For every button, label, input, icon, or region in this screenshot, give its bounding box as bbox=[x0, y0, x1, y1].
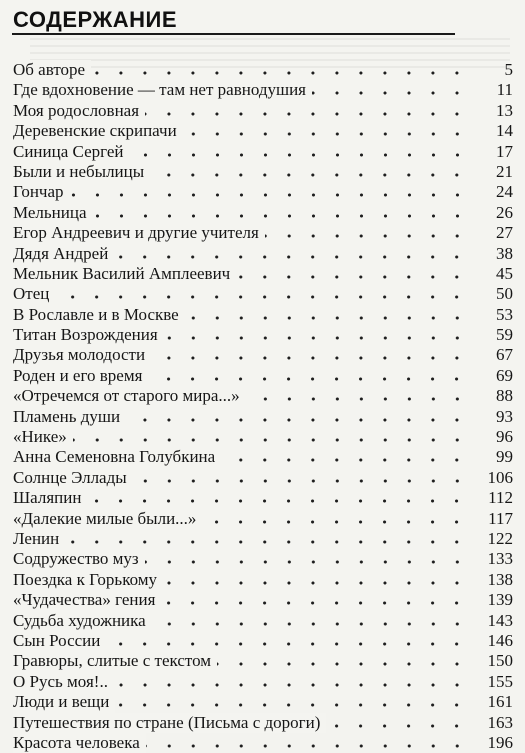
dot-leader bbox=[130, 153, 469, 157]
toc-entry bbox=[13, 692, 513, 712]
toc-entry-title: Синица Сергей bbox=[13, 142, 130, 162]
toc-entry-page-number: 117 bbox=[488, 508, 513, 528]
toc-entry bbox=[13, 590, 513, 610]
dot-leader bbox=[146, 744, 469, 748]
toc-entry-page-number: 21 bbox=[496, 161, 513, 181]
dot-leader bbox=[73, 438, 469, 442]
dot-leader bbox=[145, 560, 469, 564]
toc-entry-title: Мельник Василий Амплеевич bbox=[13, 264, 236, 284]
toc-entry bbox=[13, 162, 513, 182]
toc-entry bbox=[13, 305, 513, 325]
toc-entry-page-number: 88 bbox=[496, 386, 513, 406]
toc-entry-title: Об авторе bbox=[13, 60, 91, 80]
toc-entry bbox=[13, 611, 513, 631]
dot-leader bbox=[145, 112, 469, 116]
dot-leader bbox=[265, 234, 469, 238]
toc-entry-title: «Далекие милые были...» bbox=[13, 509, 202, 529]
toc-entry-page-number: 122 bbox=[487, 528, 513, 548]
toc-entry-page-number: 11 bbox=[496, 80, 513, 100]
toc-entry-page-number: 133 bbox=[487, 549, 513, 569]
toc-entry bbox=[13, 182, 513, 202]
toc-entry-title: Сын России bbox=[13, 631, 106, 651]
toc-entry-page-number: 69 bbox=[496, 365, 513, 385]
toc-entry-page-number: 27 bbox=[496, 223, 513, 243]
toc-entry-title: Егор Андреевич и другие учителя bbox=[13, 223, 265, 243]
toc-entry-page-number: 53 bbox=[496, 304, 513, 324]
toc-entry-page-number: 143 bbox=[487, 610, 513, 630]
toc-entry bbox=[13, 284, 513, 304]
toc-entry-title: Отец bbox=[13, 284, 55, 304]
dot-leader bbox=[161, 601, 469, 605]
dot-leader bbox=[91, 71, 469, 75]
toc-entry bbox=[13, 672, 513, 692]
toc-entry-page-number: 26 bbox=[496, 202, 513, 222]
dot-leader bbox=[148, 377, 469, 381]
dot-leader bbox=[55, 295, 469, 299]
toc-entry-page-number: 13 bbox=[496, 100, 513, 120]
toc-entry-title: Где вдохновение — там нет равнодушия bbox=[13, 80, 312, 100]
toc-entry bbox=[13, 713, 513, 733]
toc-entry bbox=[13, 733, 513, 753]
table-of-contents bbox=[13, 60, 513, 753]
toc-entry-title: Путешествия по стране (Письма с дороги) bbox=[13, 713, 326, 733]
toc-entry-title: «Чудачества» гения bbox=[13, 590, 161, 610]
toc-entry bbox=[13, 345, 513, 365]
dot-leader bbox=[114, 255, 469, 259]
page-title: СОДЕРЖАНИЕ bbox=[13, 7, 178, 32]
dot-leader bbox=[183, 132, 469, 136]
toc-entry-title: О Русь моя!.. bbox=[13, 672, 114, 692]
toc-entry bbox=[13, 407, 513, 427]
toc-entry-page-number: 45 bbox=[496, 263, 513, 283]
toc-entry bbox=[13, 121, 513, 141]
toc-entry bbox=[13, 80, 513, 100]
dot-leader bbox=[87, 499, 469, 503]
toc-entry bbox=[13, 427, 513, 447]
toc-entry-page-number: 38 bbox=[496, 243, 513, 263]
toc-entry bbox=[13, 549, 513, 569]
toc-entry bbox=[13, 264, 513, 284]
toc-entry-page-number: 163 bbox=[487, 712, 513, 732]
dot-leader bbox=[185, 316, 469, 320]
toc-entry bbox=[13, 529, 513, 549]
toc-entry-page-number: 139 bbox=[487, 590, 513, 610]
toc-entry bbox=[13, 244, 513, 264]
toc-entry bbox=[13, 651, 513, 671]
toc-entry-title: В Рославле и в Москве bbox=[13, 305, 185, 325]
dot-leader bbox=[150, 173, 469, 177]
toc-entry-page-number: 112 bbox=[488, 488, 513, 508]
toc-entry-title: Дядя Андрей bbox=[13, 244, 114, 264]
toc-entry-page-number: 155 bbox=[487, 671, 513, 691]
toc-entry-page-number: 106 bbox=[487, 467, 513, 487]
dot-leader bbox=[163, 581, 469, 585]
title-rule bbox=[12, 33, 455, 35]
toc-entry-page-number: 14 bbox=[496, 121, 513, 141]
dot-leader bbox=[221, 458, 469, 462]
toc-entry-page-number: 196 bbox=[487, 732, 513, 752]
toc-entry-title: Ленин bbox=[13, 529, 65, 549]
toc-entry-page-number: 59 bbox=[496, 325, 513, 345]
dot-leader bbox=[312, 91, 469, 95]
toc-entry-title: Моя родословная bbox=[13, 101, 145, 121]
toc-entry-title: Люди и вещи bbox=[13, 692, 115, 712]
toc-entry-title: Роден и его время bbox=[13, 366, 148, 386]
toc-entry bbox=[13, 386, 513, 406]
dot-leader bbox=[151, 356, 469, 360]
toc-entry-title: Солнце Эллады bbox=[13, 468, 133, 488]
toc-entry bbox=[13, 101, 513, 121]
dot-leader bbox=[133, 479, 469, 483]
toc-entry bbox=[13, 325, 513, 345]
toc-entry-title: Деревенские скрипачи bbox=[13, 121, 183, 141]
dot-leader bbox=[65, 540, 469, 544]
toc-entry-title: Пламень души bbox=[13, 407, 126, 427]
dot-leader bbox=[93, 214, 469, 218]
dot-leader bbox=[152, 622, 469, 626]
toc-entry bbox=[13, 447, 513, 467]
dot-leader bbox=[126, 418, 469, 422]
dot-leader bbox=[70, 193, 469, 197]
toc-entry-title: Мельница bbox=[13, 203, 93, 223]
toc-entry-page-number: 93 bbox=[496, 406, 513, 426]
dot-leader bbox=[164, 336, 469, 340]
toc-entry bbox=[13, 203, 513, 223]
toc-entry-page-number: 5 bbox=[504, 60, 513, 79]
toc-entry-page-number: 96 bbox=[496, 427, 513, 447]
toc-entry-page-number: 161 bbox=[487, 692, 513, 712]
toc-entry-page-number: 17 bbox=[496, 141, 513, 161]
dot-leader bbox=[326, 724, 469, 728]
dot-leader bbox=[217, 662, 469, 666]
toc-entry-title: Шаляпин bbox=[13, 488, 87, 508]
toc-entry-page-number: 99 bbox=[496, 447, 513, 467]
toc-entry-page-number: 67 bbox=[496, 345, 513, 365]
toc-entry bbox=[13, 509, 513, 529]
toc-entry bbox=[13, 468, 513, 488]
toc-entry-title: Красота человека bbox=[13, 733, 146, 753]
toc-entry bbox=[13, 488, 513, 508]
toc-entry-title: Гончар bbox=[13, 182, 70, 202]
toc-entry bbox=[13, 223, 513, 243]
dot-leader bbox=[106, 642, 469, 646]
toc-entry-title: Друзья молодости bbox=[13, 345, 151, 365]
toc-entry-title: Гравюры, слитые с текстом bbox=[13, 651, 217, 671]
toc-entry-title: Титан Возрождения bbox=[13, 325, 164, 345]
toc-entry-title: Анна Семеновна Голубкина bbox=[13, 447, 221, 467]
toc-entry-title: «Нике» bbox=[13, 427, 73, 447]
toc-entry-page-number: 150 bbox=[487, 651, 513, 671]
toc-entry-page-number: 146 bbox=[487, 630, 513, 650]
toc-entry bbox=[13, 60, 513, 80]
toc-entry bbox=[13, 142, 513, 162]
toc-entry-page-number: 50 bbox=[496, 284, 513, 304]
toc-entry-title: Судьба художника bbox=[13, 611, 152, 631]
dot-leader bbox=[246, 397, 469, 401]
toc-entry-title: «Отречемся от старого мира...» bbox=[13, 386, 246, 406]
toc-entry bbox=[13, 570, 513, 590]
toc-entry-title: Поездка к Горькому bbox=[13, 570, 163, 590]
toc-entry bbox=[13, 631, 513, 651]
dot-leader bbox=[115, 703, 469, 707]
dot-leader bbox=[236, 275, 469, 279]
toc-entry-page-number: 138 bbox=[487, 569, 513, 589]
dot-leader bbox=[114, 683, 469, 687]
dot-leader bbox=[202, 520, 469, 524]
toc-entry-title: Содружество муз bbox=[13, 549, 145, 569]
toc-entry-title: Были и небылицы bbox=[13, 162, 150, 182]
toc-entry-page-number: 24 bbox=[496, 182, 513, 202]
toc-entry bbox=[13, 366, 513, 386]
